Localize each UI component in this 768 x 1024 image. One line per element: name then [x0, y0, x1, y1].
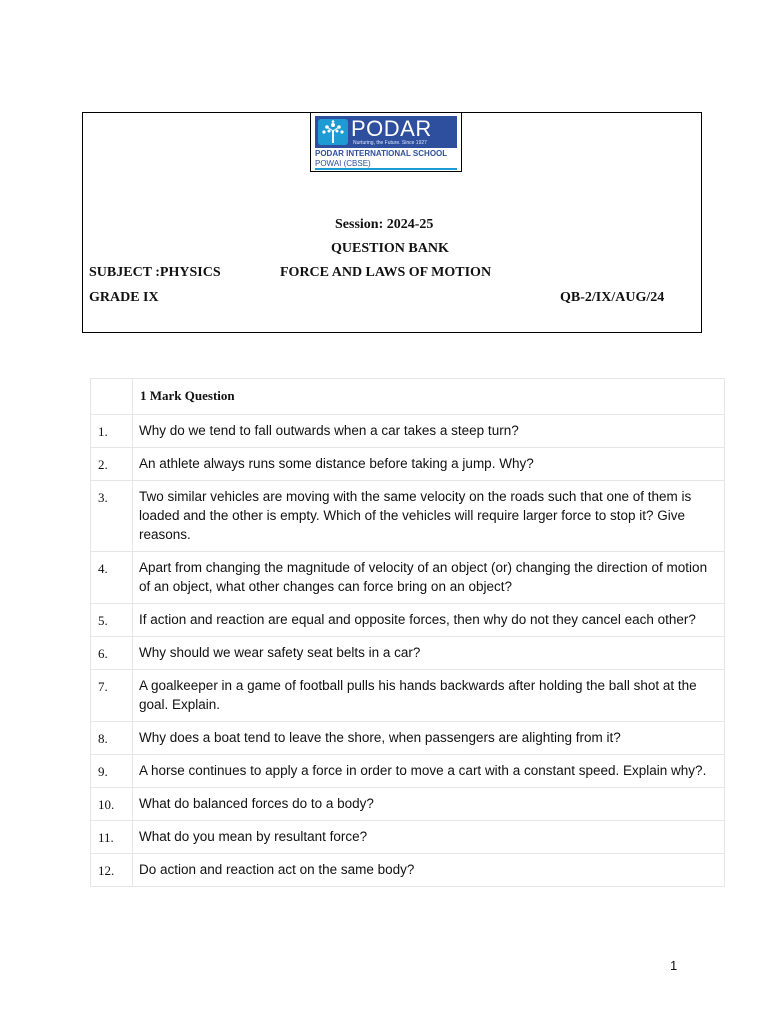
question-text: An athlete always runs some distance before taking a jump. Why? — [133, 448, 725, 481]
question-number: 9. — [91, 755, 133, 788]
question-text: What do balanced forces do to a body? — [133, 788, 725, 821]
table-row — [91, 821, 725, 854]
table-row — [91, 788, 725, 821]
question-number: 3. — [91, 481, 133, 552]
question-text: A goalkeeper in a game of football pulls his hands backwards after holding the ball shot at the goal. Explain. — [133, 670, 725, 722]
question-number: 12. — [91, 854, 133, 887]
question-number: 5. — [91, 604, 133, 637]
question-text: Two similar vehicles are moving with the same velocity on the roads such that one of them is loaded and the other is empty. Which of the vehicles will require larger force to stop it? Give reasons. — [133, 481, 725, 552]
question-number: 4. — [91, 552, 133, 604]
table-row — [91, 448, 725, 481]
tree-icon — [318, 119, 348, 145]
session-label: Session: 2024-25 — [335, 217, 434, 232]
table-row — [91, 854, 725, 887]
table-row — [91, 552, 725, 604]
logo-branch: POWAI (CBSE) — [315, 159, 371, 168]
header-number-cell — [91, 379, 133, 415]
question-number: 11. — [91, 821, 133, 854]
table-header-row — [91, 379, 725, 415]
question-text: Why does a boat tend to leave the shore, when passengers are alighting from it? — [133, 722, 725, 755]
logo-rule — [315, 168, 457, 170]
question-text: What do you mean by resultant force? — [133, 821, 725, 854]
question-number: 2. — [91, 448, 133, 481]
school-logo — [310, 113, 462, 172]
question-text: If action and reaction are equal and opposite forces, then why do not they cancel each other? — [133, 604, 725, 637]
question-number: 7. — [91, 670, 133, 722]
question-text: Apart from changing the magnitude of velocity of an object (or) changing the direction of motion of an object, what other changes can force bring on an object? — [133, 552, 725, 604]
table-row — [91, 604, 725, 637]
question-text: A horse continues to apply a force in order to move a cart with a constant speed. Explain why?. — [133, 755, 725, 788]
table-row — [91, 670, 725, 722]
document-code: QB-2/IX/AUG/24 — [560, 290, 665, 305]
question-number: 6. — [91, 637, 133, 670]
section-heading: 1 Mark Question — [133, 379, 725, 415]
table-row — [91, 415, 725, 448]
page-number: 1 — [670, 958, 678, 973]
header-box — [82, 112, 702, 333]
question-number: 1. — [91, 415, 133, 448]
table-row — [91, 637, 725, 670]
question-text: Why do we tend to fall outwards when a car takes a steep turn? — [133, 415, 725, 448]
logo-tagline: Nurturing, the Future. Since 1927 — [353, 140, 427, 146]
logo-brand: PODAR — [351, 116, 432, 141]
question-number: 8. — [91, 722, 133, 755]
subject-label: SUBJECT :PHYSICS — [89, 265, 221, 280]
logo-banner — [315, 116, 457, 148]
table-row — [91, 755, 725, 788]
question-number: 10. — [91, 788, 133, 821]
question-text: Why should we wear safety seat belts in a car? — [133, 637, 725, 670]
topic-label: FORCE AND LAWS OF MOTION — [280, 265, 492, 280]
question-text: Do action and reaction act on the same body? — [133, 854, 725, 887]
document-title: QUESTION BANK — [331, 241, 449, 256]
logo-school-name: PODAR INTERNATIONAL SCHOOL — [315, 149, 448, 158]
table-row — [91, 481, 725, 552]
question-table — [90, 378, 725, 887]
table-row — [91, 722, 725, 755]
grade-label: GRADE IX — [89, 290, 159, 305]
